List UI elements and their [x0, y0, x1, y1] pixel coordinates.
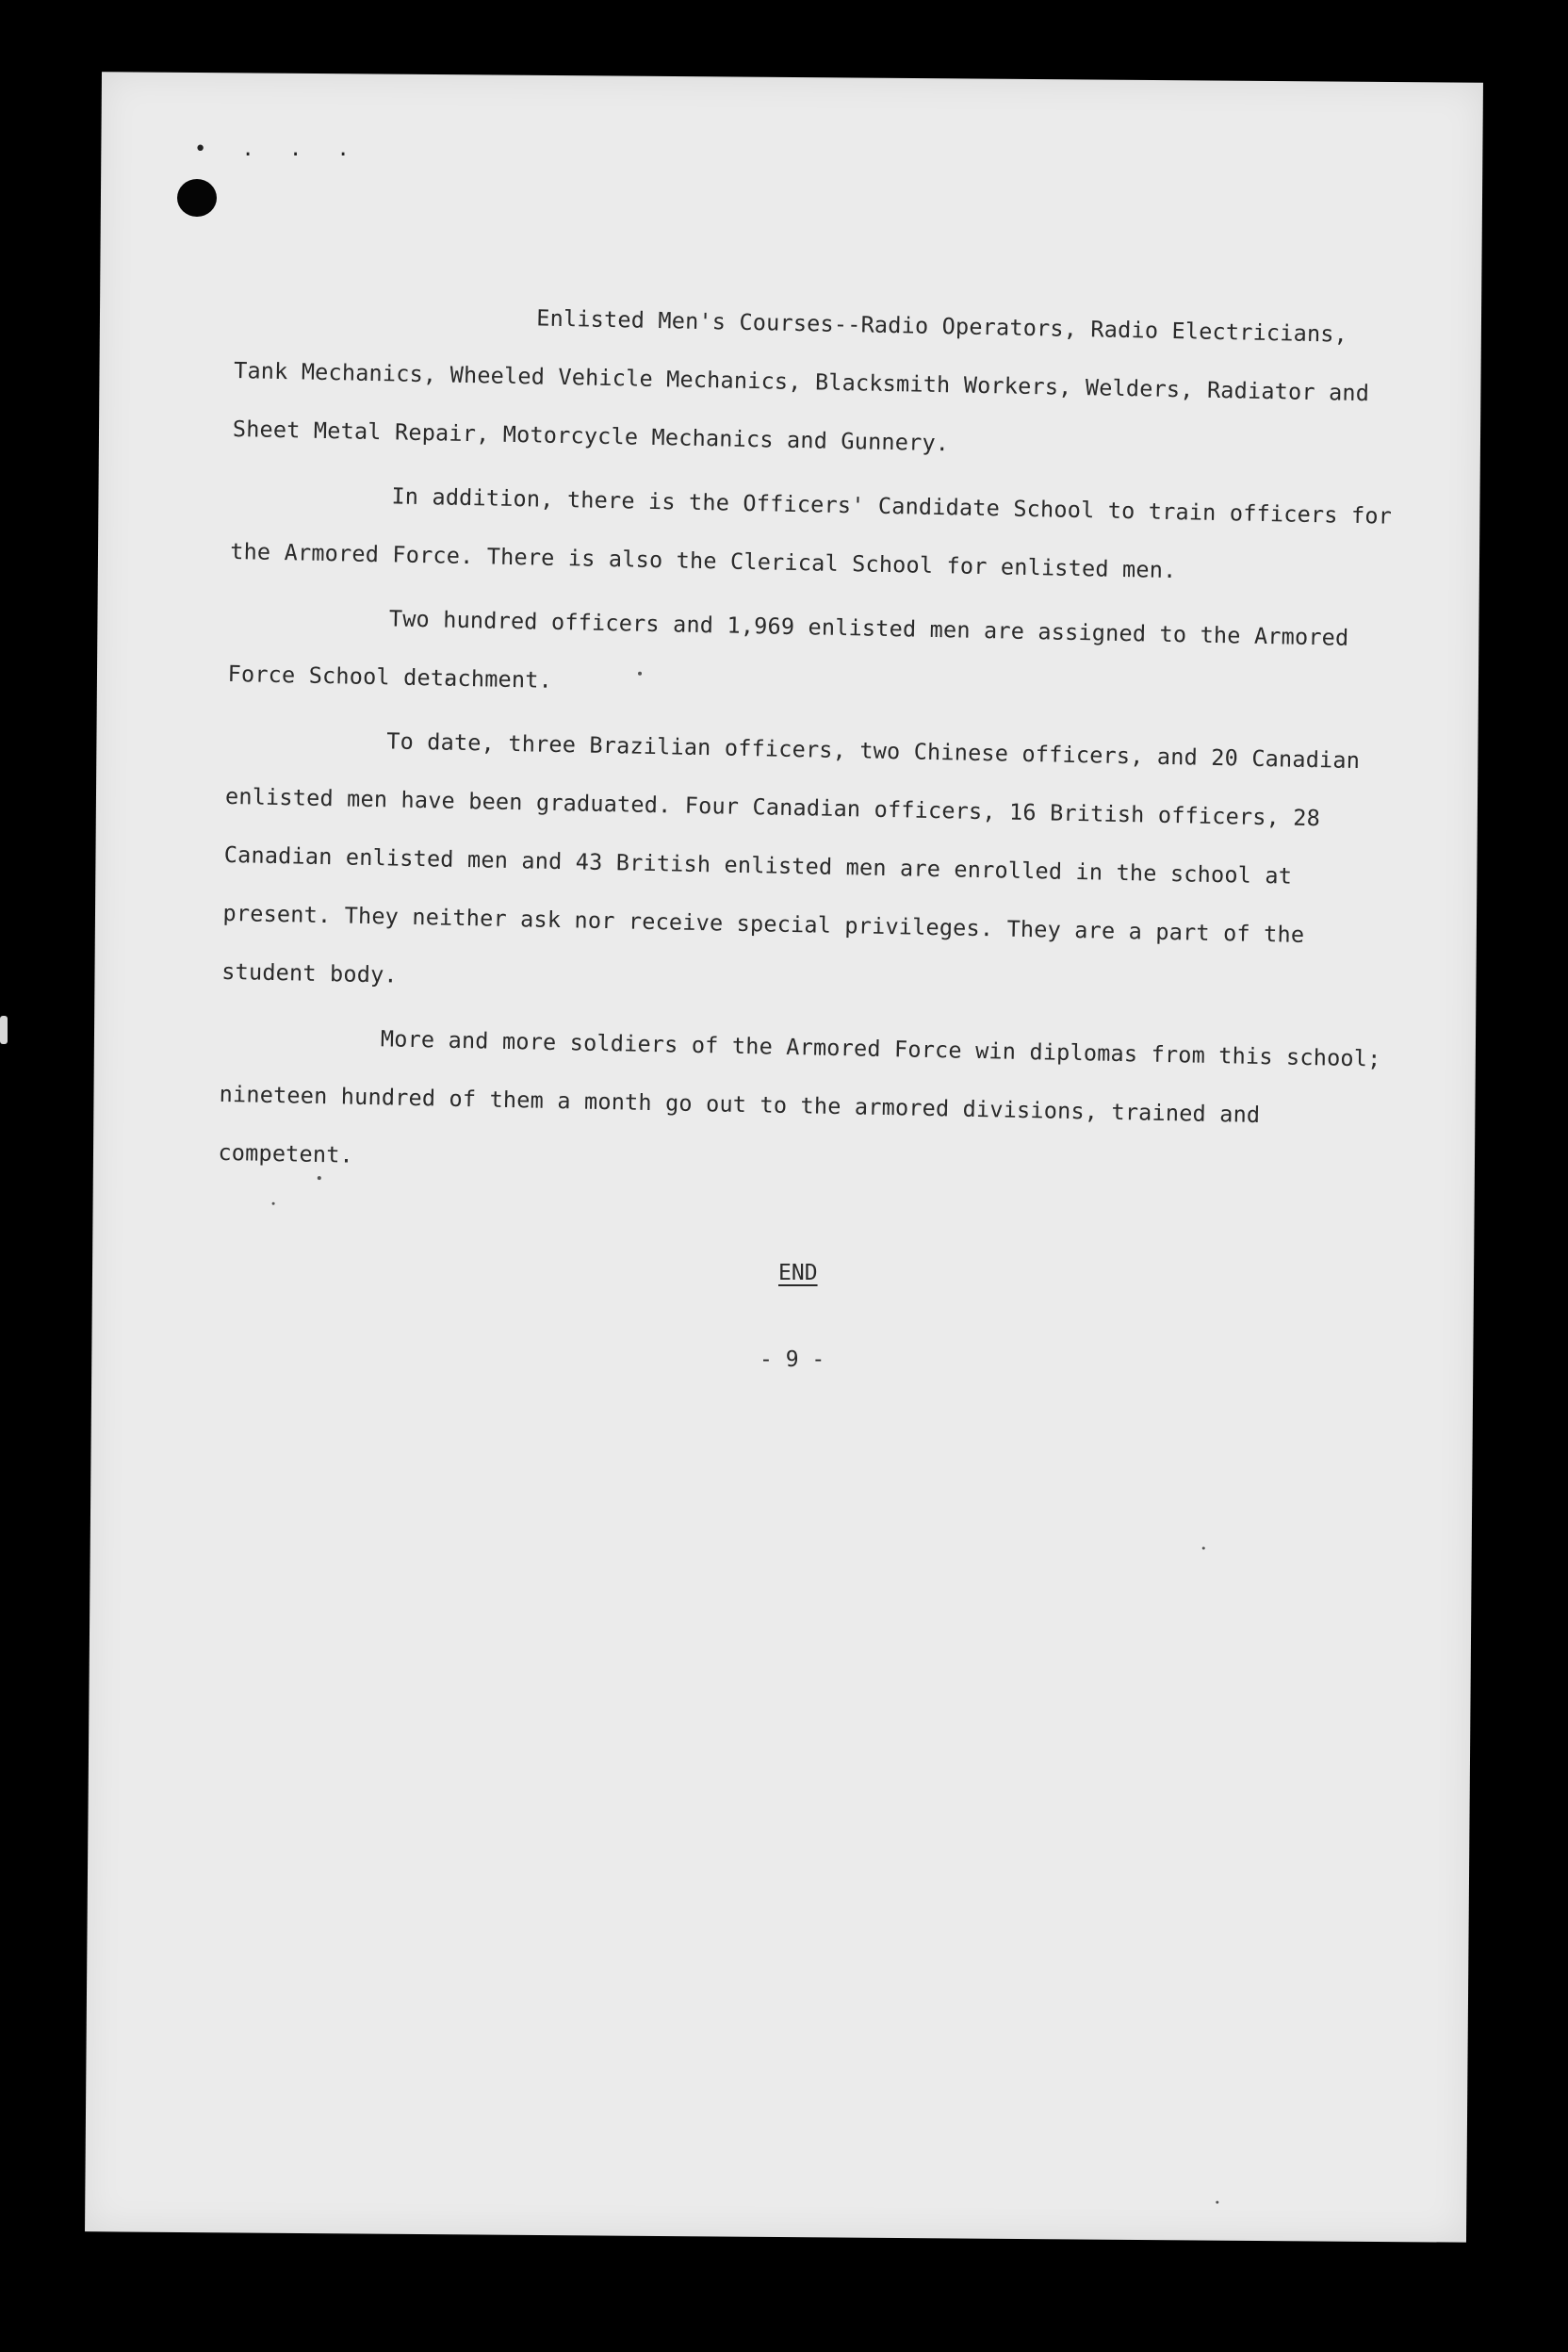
speck	[1216, 2201, 1218, 2204]
page-number: - 9 -	[760, 1348, 825, 1372]
header-dots: • . . .	[194, 138, 361, 161]
end-mark: END	[778, 1261, 818, 1285]
punch-hole	[177, 179, 217, 217]
edge-artifact	[0, 1016, 8, 1044]
document-body	[218, 283, 1413, 1211]
paragraph-diplomas: More and more soldiers of the Armored Force win diplomas from this school; nineteen hundred of them a month go out to the armored divisions, trained and competent.	[218, 1025, 1396, 1168]
paragraph-officers-school: In addition, there is the Officers' Candidate School to train officers for the Armored Force. There is also the Clerical School for enlisted men.	[229, 482, 1406, 584]
paragraph-assignment: Two hundred officers and 1,969 enlisted men are assigned to the Armored Force School detachment.	[227, 605, 1364, 694]
speck	[272, 1202, 275, 1205]
speck	[1202, 1546, 1205, 1549]
paragraph-enlisted-courses: Enlisted Men's Courses--Radio Operators, Radio Electricians, Tank Mechanics, Wheeled Vehicle Mechanics, Blacksmith Workers, Welders, Radiator and Sheet Metal Repair, Motorcycle Mechanics and Gunnery.	[232, 304, 1383, 457]
paragraph-foreign-students: To date, three Brazilian officers, two Chinese officers, and 20 Canadian enlisted men have been graduated. Four Canadian officers, 16 British officers, 28 Canadian enlisted men and 43 British enlisted men are enrolled in the school at present. They neither ask nor receive special privileges. They are a part of the student body.	[221, 727, 1374, 988]
